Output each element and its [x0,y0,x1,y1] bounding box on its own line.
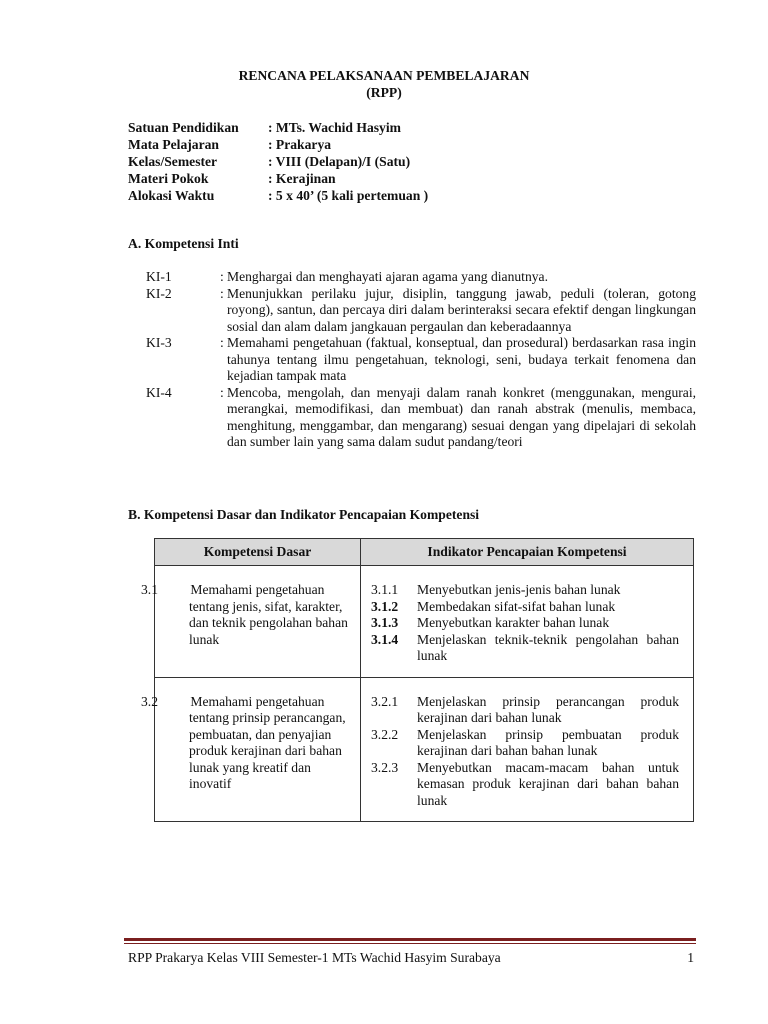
kd-text: Memahami pengetahuan tentang jenis, sifat, karakter, dan teknik pengolahan bahan lunak [189,582,348,647]
identity-value: : VIII (Delapan)/I (Satu) [268,154,411,169]
indicator-text: Membedakan sifat-sifat bahan lunak [417,598,616,614]
ki-item [146,385,696,451]
indicator-cell [361,677,694,822]
ki-text: Menunjukkan perilaku jujur, disiplin, tanggung jawab, peduli (toleran, gotong royong), santun, dan percaya diri dalam berinteraksi secara efektif dengan lingkungan sosial dan alam dalam jangkauan pergaulan dan keberadaannya [227,285,696,334]
indicator-number: 3.1.4 [371,631,399,647]
indicator-number: 3.2.1 [371,693,399,709]
kd-entry [141,693,352,793]
table-row [155,566,694,678]
indicator-item [371,615,679,632]
identity-label: Mata Pelajaran [128,137,219,152]
section-b-heading: B. Kompetensi Dasar dan Indikator Pencapaian Kompetensi [128,507,480,522]
identity-value: : Kerajinan [268,171,336,186]
indicator-item [371,694,679,727]
footer-text: RPP Prakarya Kelas VIII Semester-1 MTs Wachid Hasyim Surabaya [128,950,501,965]
identity-row [128,154,428,171]
identity-label: Materi Pokok [128,171,209,186]
kd-text: Memahami pengetahuan tentang prinsip perancangan, pembuatan, dan penyajian produk kerajinan dari bahan lunak yang kreatif dan inovatif [189,693,346,791]
identity-value: : MTs. Wachid Hasyim [268,120,401,135]
ki-colon: : [220,285,224,301]
ki-text: Mencoba, mengolah, dan menyaji dalam ranah konkret (menggunakan, mengurai, merangkai, memodifikasi, dan membuat) dan ranah abstrak (menulis, membaca, menghitung, menggambar, dan mengarang) sesuai dengan yang dipelajari di sekolah dan sumber lain yang sama dalam sudut pandang/teori [227,384,696,449]
identity-row [128,171,428,188]
identity-row [128,137,428,154]
column-header-indicators: Indikator Pencapaian Kompetensi [361,539,694,566]
kd-cell [141,566,361,678]
identity-value: : 5 x 40’ (5 kali pertemuan ) [268,188,429,203]
indicator-item [371,599,679,616]
document-title: RENCANA PELAKSANAAN PEMBELAJARAN [238,68,530,83]
ki-text: Memahami pengetahuan (faktual, konseptual, dan prosedural) berdasarkan rasa ingin tahunya tentang ilmu pengetahuan, teknologi, seni, budaya terkait fenomena dan kejadian tampak mata [227,335,696,383]
kd-number: 3.2 [141,693,158,709]
identity-block [128,120,428,205]
ki-item [146,269,696,286]
identity-row [128,120,428,137]
ki-colon: : [220,269,224,284]
indicator-text: Menjelaskan prinsip pembuatan produk kerajinan dari bahan bahan lunak [417,726,679,758]
kd-cell [141,677,361,822]
kd-entry [141,582,352,648]
page-number: 1 [687,950,694,965]
kd-number: 3.1 [141,582,158,597]
ki-list [146,269,696,451]
indicator-text: Menjelaskan prinsip perancangan produk kerajinan dari bahan lunak [417,693,679,725]
identity-label: Alokasi Waktu [128,188,215,203]
ki-text: Menghargai dan menghayati ajaran agama yang dianutnya. [227,269,548,284]
indicator-text: Menyebutkan jenis-jenis bahan lunak [417,582,621,597]
table-row [155,677,694,822]
indicator-cell [361,566,694,678]
document-subtitle: (RPP) [366,85,402,100]
competency-table [141,538,694,822]
table-header-row [155,539,694,566]
ki-colon: : [220,335,224,350]
identity-row [128,188,428,205]
page-footer [128,950,694,967]
ki-code: KI-1 [146,269,172,284]
ki-code: KI-3 [146,335,172,350]
ki-item [146,286,696,336]
indicator-number: 3.1.2 [371,598,399,614]
indicator-text: Menyebutkan macam-macam bahan untuk kemasan produk kerajinan dari bahan bahan lunak [417,759,679,808]
indicator-text: Menyebutkan karakter bahan lunak [417,615,610,630]
indicator-number: 3.2.3 [371,759,399,775]
indicator-number: 3.1.1 [371,582,399,597]
section-a-heading: A. Kompetensi Inti [128,236,239,251]
indicator-number: 3.2.2 [371,726,399,742]
ki-item [146,335,696,385]
indicator-text: Menjelaskan teknik-teknik pengolahan bahan lunak [417,631,679,663]
footer-divider-thin [124,943,696,944]
identity-label: Satuan Pendidikan [128,120,239,135]
indicator-item [371,727,679,760]
ki-code: KI-2 [146,285,172,301]
footer-divider [124,938,696,941]
identity-value: : Prakarya [268,137,332,152]
ki-colon: : [220,384,224,400]
column-header-kd: Kompetensi Dasar [155,539,361,566]
identity-label: Kelas/Semester [128,154,218,169]
indicator-item [371,632,679,665]
indicator-number: 3.1.3 [371,615,399,630]
indicator-item [371,760,679,810]
indicator-item [371,582,679,599]
ki-code: KI-4 [146,384,172,400]
